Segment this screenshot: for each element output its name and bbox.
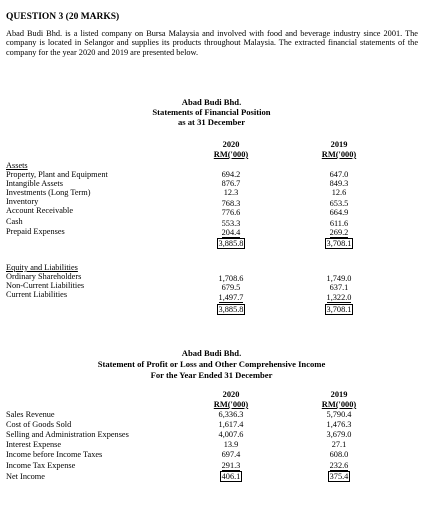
- pl-col-2019-unit: [304, 400, 374, 411]
- equity-liab-2020-value: 1,497.7: [218, 293, 244, 302]
- pl-col-2019-year: 2019: [330, 390, 348, 399]
- sfp-col-2020-unit: [196, 150, 266, 161]
- pl-row-2019-value: 375.4: [329, 472, 349, 481]
- equity-liab-2019: 637.1: [329, 283, 349, 292]
- sfp-col-2020-year: 2020: [222, 140, 240, 149]
- pl-row-label: Cost of Goods Sold: [6, 420, 72, 429]
- pl-row-2020-value: 291.3: [221, 461, 241, 470]
- equity-liab-total-2020: [206, 306, 256, 314]
- pl-row-2019-value: 232.6: [329, 461, 349, 470]
- equity-liab-2019-value: 1,322.0: [326, 293, 352, 302]
- pl-row-label: Income Tax Expense: [6, 461, 76, 470]
- equity-liab-total-2020-value: 3,885.8: [218, 305, 244, 314]
- pl-company: Abad Budi Bhd.: [181, 348, 242, 358]
- equity-liab-2020: 1,708.6: [218, 274, 244, 283]
- asset-2019: 647.0: [329, 170, 349, 179]
- assets-total-2019-value: 3,708.1: [326, 239, 352, 248]
- asset-2019: 12.6: [331, 188, 347, 197]
- pl-row-2020: 13.9: [223, 440, 239, 449]
- pl-row-label: Interest Expense: [6, 440, 62, 449]
- pl-row-2019: [314, 462, 364, 470]
- asset-2020: 776.6: [221, 208, 241, 217]
- asset-2019: 664.9: [329, 208, 349, 217]
- asset-2020: 768.3: [221, 199, 241, 208]
- asset-2019: 611.6: [329, 219, 349, 228]
- equity-liab-label: Ordinary Shareholders: [6, 272, 82, 281]
- assets-heading: Assets: [6, 161, 28, 170]
- equity-liab-2020: 679.5: [221, 283, 241, 292]
- pl-row-2019: [314, 473, 364, 481]
- asset-label: Account Receivable: [6, 206, 74, 215]
- asset-label: Prepaid Expenses: [6, 227, 65, 236]
- asset-2019: 849.3: [329, 179, 349, 188]
- asset-2020: 553.3: [221, 219, 241, 228]
- pl-row-2019: 608.0: [329, 450, 349, 459]
- pl-row-2020: 1,617.4: [218, 420, 244, 429]
- pl-row-label: Income before Income Taxes: [6, 450, 103, 459]
- pl-row-2019: 5,790.4: [326, 410, 352, 419]
- assets-total-2020-value: 3,885.8: [218, 239, 244, 248]
- equity-liab-total-2019-value: 3,708.1: [326, 305, 352, 314]
- pl-row-2020: [206, 473, 256, 481]
- asset-2020: 12.3: [223, 188, 239, 197]
- pl-row-label: Net Income: [6, 472, 45, 481]
- sfp-col-2019-unit: [304, 150, 374, 161]
- pl-row-2020-value: 406.1: [221, 472, 241, 481]
- asset-label: Intangible Assets: [6, 179, 63, 188]
- pl-row-label: Sales Revenue: [6, 410, 55, 419]
- asset-2020: 876.7: [221, 179, 241, 188]
- pl-row-2020: 4,007.6: [218, 430, 244, 439]
- equity-liab-2019: 1,749.0: [326, 274, 352, 283]
- asset-label: Investments (Long Term): [6, 188, 91, 197]
- asset-2019: [314, 229, 364, 237]
- sfp-col-2019-year: 2019: [330, 140, 348, 149]
- equity-liab-label: Non-Current Liabilities: [6, 281, 85, 290]
- pl-col-2020-year: 2020: [222, 390, 240, 399]
- sfp-col-2019-unit-text: RM('000): [321, 150, 357, 159]
- pl-row-label: Selling and Administration Expenses: [6, 430, 129, 439]
- pl-title: Statement of Profit or Loss and Other Comprehensive Income: [97, 359, 326, 369]
- asset-2020-value: 204.4: [221, 228, 241, 237]
- pl-row-2019: 1,476.3: [326, 420, 352, 429]
- asset-2019-value: 269.2: [329, 228, 349, 237]
- question-title: QUESTION 3 (20 MARKS): [6, 12, 120, 22]
- asset-label: Cash: [6, 217, 23, 226]
- pl-col-2020-unit: [196, 400, 266, 411]
- sfp-title: Statements of Financial Position: [152, 107, 271, 117]
- pl-row-2020: [206, 462, 256, 470]
- pl-col-2019-unit-text: RM('000): [321, 400, 357, 409]
- pl-row-2020: 697.4: [221, 450, 241, 459]
- assets-total-2019: [314, 240, 364, 248]
- asset-2020: 694.2: [221, 170, 241, 179]
- asset-label: Property, Plant and Equipment: [6, 170, 108, 179]
- pl-row-2019: 27.1: [331, 440, 347, 449]
- assets-total-2020: [206, 240, 256, 248]
- pl-row-2019: 3,679.0: [326, 430, 352, 439]
- sfp-company: Abad Budi Bhd.: [181, 97, 242, 107]
- question-intro: Abad Budi Bhd. is a listed company on Bursa Malaysia and involved with food and beverage industry since 2001. The company is located in Selangor and supplies its products throughout Malaysia. The extracted financial statements of the company for the year 2020 and 2019 are presented below.: [6, 29, 418, 57]
- pl-date: For the Year Ended 31 December: [150, 370, 273, 380]
- pl-col-2020-unit-text: RM('000): [213, 400, 249, 409]
- equity-liab-2020: [206, 294, 256, 302]
- pl-row-2020: 6,336.3: [218, 410, 244, 419]
- sfp-col-2020-unit-text: RM('000): [213, 150, 249, 159]
- equity-liabilities-heading: Equity and Liabilities: [6, 263, 78, 272]
- asset-2020: [206, 229, 256, 237]
- sfp-date: as at 31 December: [177, 117, 246, 127]
- asset-2019: 653.5: [329, 199, 349, 208]
- equity-liab-total-2019: [314, 306, 364, 314]
- asset-label: Inventory: [6, 197, 39, 206]
- equity-liab-label: Current Liabilities: [6, 290, 68, 299]
- equity-liab-2019: [314, 294, 364, 302]
